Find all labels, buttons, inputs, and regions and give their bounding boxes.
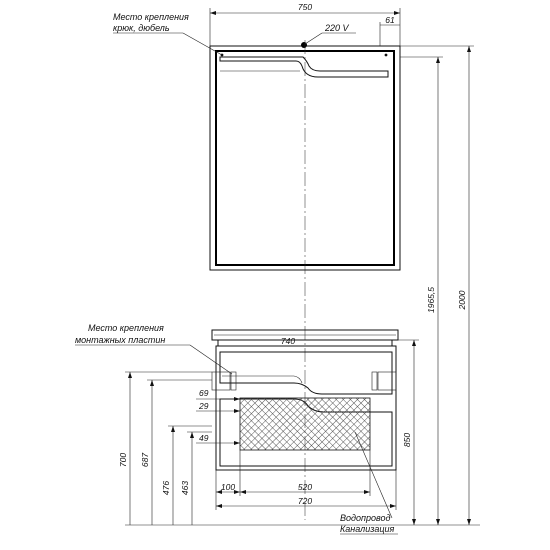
- mount-plate-left: [231, 372, 236, 390]
- svg-text:Место крепления: Место крепления: [88, 323, 164, 333]
- bottom-dimensions: [216, 450, 396, 510]
- total-height-dimension: [400, 46, 474, 525]
- svg-text:220 V: 220 V: [325, 23, 349, 33]
- note-voltage: [305, 23, 356, 44]
- dim-850: 850: [402, 432, 412, 448]
- mirror-offset-dimension: [380, 15, 400, 46]
- svg-text:700: 700: [118, 452, 128, 468]
- svg-text:463: 463: [180, 480, 190, 496]
- dim-700-group: [118, 372, 212, 525]
- dim-61: 61: [385, 15, 395, 25]
- mirror-mount-point-right: [385, 54, 388, 57]
- dim-463-group: [180, 432, 212, 525]
- svg-text:69: 69: [199, 388, 209, 398]
- svg-text:687: 687: [140, 452, 150, 468]
- dim-750: 750: [297, 2, 313, 12]
- mirror-width-dimension: [210, 2, 400, 46]
- mount-plate-right: [372, 372, 377, 390]
- dim-2000: 2000: [457, 290, 467, 310]
- svg-text:29: 29: [199, 401, 209, 411]
- svg-text:476: 476: [161, 480, 171, 496]
- svg-text:Канализация: Канализация: [340, 524, 395, 534]
- note-cabinet-mount: [75, 323, 232, 374]
- cabinet-height-dimension: [398, 340, 419, 525]
- dim-1965: 1965,5: [426, 287, 436, 313]
- upper-drawer: [220, 352, 392, 394]
- mirror-light-strip: [220, 57, 388, 77]
- top-width-dimension: [281, 336, 295, 346]
- dim-49-group: [196, 433, 240, 445]
- dim-520: 520: [297, 482, 313, 492]
- note-mirror-mount: [113, 12, 222, 55]
- dim-720: 720: [297, 496, 313, 506]
- dim-100: 100: [220, 482, 236, 492]
- svg-text:49: 49: [199, 433, 209, 443]
- dim-29-group: [196, 401, 240, 413]
- mirror-top-height-dimension: [400, 57, 443, 525]
- svg-text:крюк, дюбель: крюк, дюбель: [113, 23, 170, 33]
- svg-text:монтажных пластин: монтажных пластин: [75, 335, 166, 345]
- dim-740: 740: [280, 336, 296, 346]
- power-point: [301, 42, 307, 48]
- svg-text:Водопровод: Водопровод: [340, 513, 391, 523]
- svg-text:Место крепления: Место крепления: [113, 12, 189, 22]
